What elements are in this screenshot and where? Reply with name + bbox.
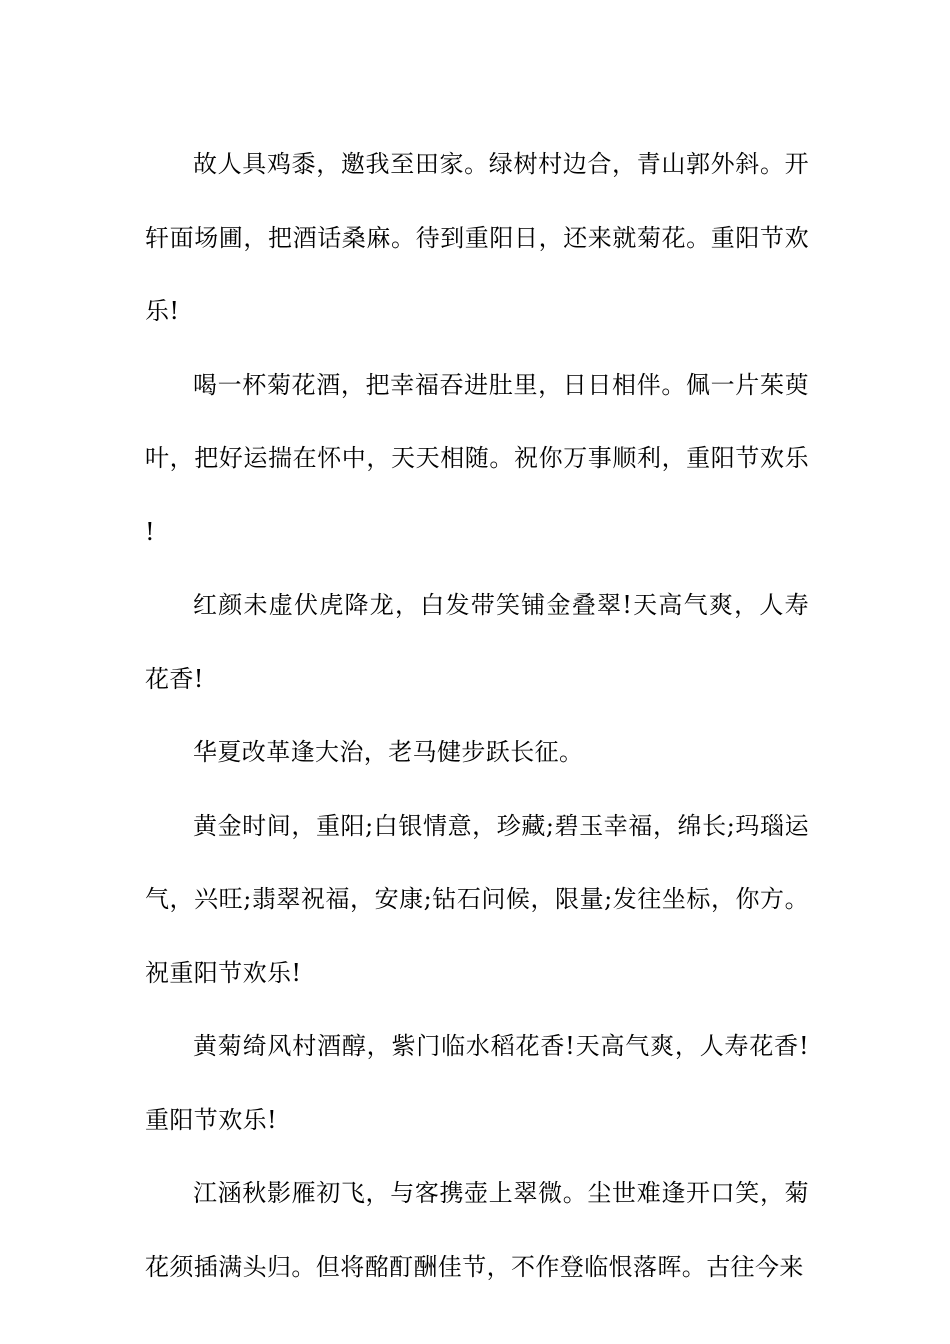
paragraph-7: 江涵秋影雁初飞，与客携壶上翠微。尘世难逢开口笑，菊花须插满头归。但将酩酊酬佳节，不作登临恨落晖。古往今来 xyxy=(145,1179,809,1281)
document-body xyxy=(145,128,809,1304)
paragraph-6: 黄菊绮风村酒醇，紫门临水稻花香!天高气爽，人寿花香!重阳节欢乐! xyxy=(145,1032,809,1134)
paragraph-1: 故人具鸡黍，邀我至田家。绿树村边合，青山郭外斜。开轩面场圃，把酒话桑麻。待到重阳日，还来就菊花。重阳节欢乐! xyxy=(145,150,809,325)
paragraph-2: 喝一杯菊花酒，把幸福吞进肚里，日日相伴。佩一片茱萸叶，把好运揣在怀中，天天相随。祝你万事顺利，重阳节欢乐! xyxy=(145,370,809,546)
paragraph-4: 华夏改革逢大治，老马健步跃长征。 xyxy=(193,738,584,766)
paragraph-3: 红颜未虚伏虎降龙，白发带笑铺金叠翠!天高气爽，人寿花香! xyxy=(145,591,809,693)
paragraph-5: 黄金时间，重阳;白银情意，珍藏;碧玉幸福，绵长;玛瑙运气，兴旺;翡翠祝福，安康;钻石问候，限量;发往坐标，你方。祝重阳节欢乐! xyxy=(145,811,809,987)
